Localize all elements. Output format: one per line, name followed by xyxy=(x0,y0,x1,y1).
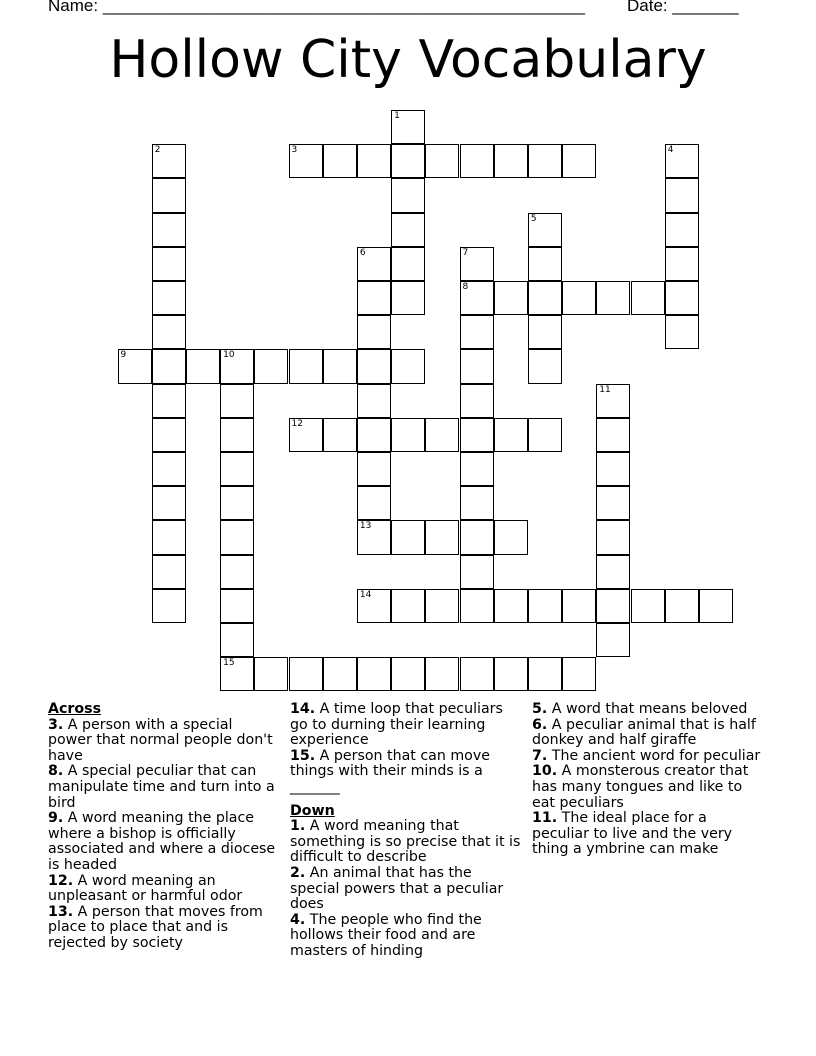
grid-cell[interactable] xyxy=(323,144,357,178)
grid-cell[interactable] xyxy=(323,657,357,691)
grid-cell[interactable] xyxy=(152,213,186,247)
clue-down-5: 5. A word that means beloved xyxy=(532,701,748,717)
page-title: Hollow City Vocabulary xyxy=(109,30,707,90)
grid-cell[interactable] xyxy=(254,349,288,383)
grid-cell[interactable] xyxy=(665,213,699,247)
grid-cell[interactable] xyxy=(494,589,528,623)
grid-cell[interactable] xyxy=(596,281,630,315)
clue-across-8: 8. A special peculiar that can manipulate time and turn into a bird xyxy=(48,763,275,811)
grid-cell[interactable] xyxy=(460,657,494,691)
grid-cell[interactable] xyxy=(357,486,391,520)
grid-cell[interactable] xyxy=(596,589,630,623)
grid-cell[interactable] xyxy=(665,281,699,315)
grid-cell[interactable] xyxy=(391,657,425,691)
grid-cell[interactable] xyxy=(596,486,630,520)
grid-cell[interactable] xyxy=(460,247,494,281)
grid-cell[interactable] xyxy=(357,384,391,418)
cell-number: 8 xyxy=(462,282,469,292)
grid-cell[interactable] xyxy=(357,349,391,383)
cell-number: 11 xyxy=(599,384,611,395)
grid-cell[interactable] xyxy=(460,144,494,178)
grid-cell[interactable] xyxy=(631,589,665,623)
down-heading: Down xyxy=(290,802,335,819)
grid-cell[interactable] xyxy=(289,418,323,452)
grid-cell[interactable] xyxy=(665,315,699,349)
grid-cell[interactable] xyxy=(460,418,494,452)
grid-cell[interactable] xyxy=(152,589,186,623)
grid-cell[interactable] xyxy=(357,657,391,691)
grid-cell[interactable] xyxy=(494,281,528,315)
cell-number: 14 xyxy=(359,589,372,600)
grid-cell[interactable] xyxy=(562,657,596,691)
cell-number: 5 xyxy=(530,213,537,224)
grid-cell[interactable] xyxy=(596,384,630,418)
grid-cell[interactable] xyxy=(152,178,186,212)
grid-cell[interactable] xyxy=(357,144,391,178)
grid-cell[interactable] xyxy=(494,657,528,691)
grid-cell[interactable] xyxy=(152,247,186,281)
grid-cell[interactable] xyxy=(220,555,254,589)
grid-cell[interactable] xyxy=(460,281,494,315)
grid-cell[interactable] xyxy=(220,623,254,657)
clue-down-7: 7. The ancient word for peculiar xyxy=(532,747,761,764)
grid-cell[interactable] xyxy=(425,418,459,452)
grid-cell[interactable] xyxy=(152,555,186,589)
grid-cell[interactable] xyxy=(323,418,357,452)
grid-cell[interactable] xyxy=(665,178,699,212)
clue-across-14: 14. A time loop that peculiars go to durning their learning experience xyxy=(290,701,503,749)
grid-cell[interactable] xyxy=(460,589,494,623)
cell-number: 6 xyxy=(359,247,366,258)
grid-cell[interactable] xyxy=(596,623,630,657)
grid-cell[interactable] xyxy=(460,349,494,383)
grid-cell[interactable] xyxy=(460,315,494,349)
clue-down-6: 6. A peculiar animal that is half donkey and half giraffe xyxy=(532,716,756,749)
grid-cell[interactable] xyxy=(562,144,596,178)
grid-cell[interactable] xyxy=(665,247,699,281)
grid-cell[interactable] xyxy=(699,589,733,623)
grid-cell[interactable] xyxy=(186,349,220,383)
grid-cell[interactable] xyxy=(357,418,391,452)
clue-across-9: 9. A word meaning the place where a bishop is officially associated and where a diocese is headed xyxy=(48,810,276,873)
cell-number: 7 xyxy=(462,247,469,258)
grid-cell[interactable] xyxy=(152,315,186,349)
grid-cell[interactable] xyxy=(391,520,425,554)
cell-number: 3 xyxy=(291,145,298,156)
grid-cell[interactable] xyxy=(220,589,254,623)
grid-cell[interactable] xyxy=(460,384,494,418)
grid-cell[interactable] xyxy=(528,247,562,281)
grid-cell[interactable] xyxy=(494,418,528,452)
clue-across-3: 3. A person with a special power that normal people don't have xyxy=(48,716,273,764)
grid-cell[interactable] xyxy=(391,178,425,212)
clue-across-12: 12. A word meaning an unpleasant or harmful odor xyxy=(48,872,243,905)
grid-cell[interactable] xyxy=(391,144,425,178)
grid-cell[interactable] xyxy=(460,452,494,486)
grid-cell[interactable] xyxy=(494,144,528,178)
grid-cell[interactable] xyxy=(391,110,425,144)
clues-column-1 xyxy=(48,702,280,952)
grid-cell[interactable] xyxy=(596,520,630,554)
grid-cell[interactable] xyxy=(220,486,254,520)
grid-cell[interactable] xyxy=(528,144,562,178)
grid-cell[interactable] xyxy=(391,589,425,623)
grid-cell[interactable] xyxy=(357,589,391,623)
grid-cell[interactable] xyxy=(391,281,425,315)
cell-number: 12 xyxy=(291,418,303,429)
grid-cell[interactable] xyxy=(391,247,425,281)
grid-cell[interactable] xyxy=(289,657,323,691)
grid-cell[interactable] xyxy=(254,657,288,691)
grid-cell[interactable] xyxy=(425,144,459,178)
cell-number: 9 xyxy=(120,350,127,361)
grid-cell[interactable] xyxy=(494,520,528,554)
grid-cell[interactable] xyxy=(357,520,391,554)
clue-down-11: 11. The ideal place for a peculiar to live and the very thing a ymbrine can make xyxy=(532,810,733,858)
grid-cell[interactable] xyxy=(665,144,699,178)
clues-column-2 xyxy=(290,702,522,960)
grid-cell[interactable] xyxy=(596,555,630,589)
grid-cell[interactable] xyxy=(220,452,254,486)
grid-cell[interactable] xyxy=(357,452,391,486)
grid-cell[interactable] xyxy=(220,418,254,452)
cell-number: 15 xyxy=(223,658,235,669)
grid-cell[interactable] xyxy=(289,144,323,178)
cell-number: 2 xyxy=(154,145,161,156)
grid-cell[interactable] xyxy=(220,349,254,383)
grid-cell[interactable] xyxy=(357,247,391,281)
grid-cell[interactable] xyxy=(152,452,186,486)
grid-cell[interactable] xyxy=(665,589,699,623)
clue-down-4: 4. The people who find the hollows their food and are masters of hinding xyxy=(290,911,482,959)
clues-column-3 xyxy=(532,702,764,858)
grid-cell[interactable] xyxy=(391,418,425,452)
clue-across-15: 15. A person that can move things with their minds is a _______ xyxy=(290,747,490,795)
grid-cell[interactable] xyxy=(425,589,459,623)
grid-cell[interactable] xyxy=(528,281,562,315)
grid-cell[interactable] xyxy=(152,281,186,315)
grid-cell[interactable] xyxy=(425,657,459,691)
grid-cell[interactable] xyxy=(528,657,562,691)
grid-cell[interactable] xyxy=(152,418,186,452)
grid-cell[interactable] xyxy=(425,520,459,554)
cell-number: 4 xyxy=(667,145,674,156)
grid-cell[interactable] xyxy=(596,418,630,452)
grid-cell[interactable] xyxy=(391,349,425,383)
grid-cell[interactable] xyxy=(220,657,254,691)
clue-down-2: 2. An animal that has the special powers that a peculiar does xyxy=(290,864,504,913)
grid-cell[interactable] xyxy=(152,520,186,554)
grid-cell[interactable] xyxy=(220,384,254,418)
grid-cell[interactable] xyxy=(528,589,562,623)
cell-number: 10 xyxy=(223,350,235,361)
grid-cell[interactable] xyxy=(118,349,152,383)
grid-cell[interactable] xyxy=(357,281,391,315)
grid-cell[interactable] xyxy=(460,486,494,520)
grid-cell[interactable] xyxy=(460,520,494,554)
grid-cell[interactable] xyxy=(323,349,357,383)
grid-cell[interactable] xyxy=(528,315,562,349)
across-heading: Across xyxy=(48,701,102,717)
grid-cell[interactable] xyxy=(528,213,562,247)
grid-cell[interactable] xyxy=(152,144,186,178)
grid-cell[interactable] xyxy=(391,213,425,247)
grid-cell[interactable] xyxy=(152,486,186,520)
grid-cell[interactable] xyxy=(357,315,391,349)
grid-cell[interactable] xyxy=(631,281,665,315)
cell-number: 13 xyxy=(359,521,372,532)
clue-across-13: 13. A person that moves from place to place that and is rejected by society xyxy=(48,903,263,951)
grid-cell[interactable] xyxy=(152,349,186,383)
date-field-label: Date: _______ xyxy=(627,0,739,15)
grid-cell[interactable] xyxy=(152,384,186,418)
name-field-label: Name: ___________________________________________________ xyxy=(48,0,585,15)
clue-down-1: 1. A word meaning that something is so precise that it is difficult to describe xyxy=(290,818,521,866)
grid-cell[interactable] xyxy=(460,555,494,589)
grid-cell[interactable] xyxy=(562,589,596,623)
clue-down-10: 10. A monsterous creator that has many tongues and like to eat peculiars xyxy=(532,763,749,811)
grid-cell[interactable] xyxy=(596,452,630,486)
grid-cell[interactable] xyxy=(528,418,562,452)
grid-cell[interactable] xyxy=(220,520,254,554)
grid-cell[interactable] xyxy=(528,349,562,383)
grid-cell[interactable] xyxy=(562,281,596,315)
grid-cell[interactable] xyxy=(289,349,323,383)
cell-number: 1 xyxy=(394,111,400,121)
